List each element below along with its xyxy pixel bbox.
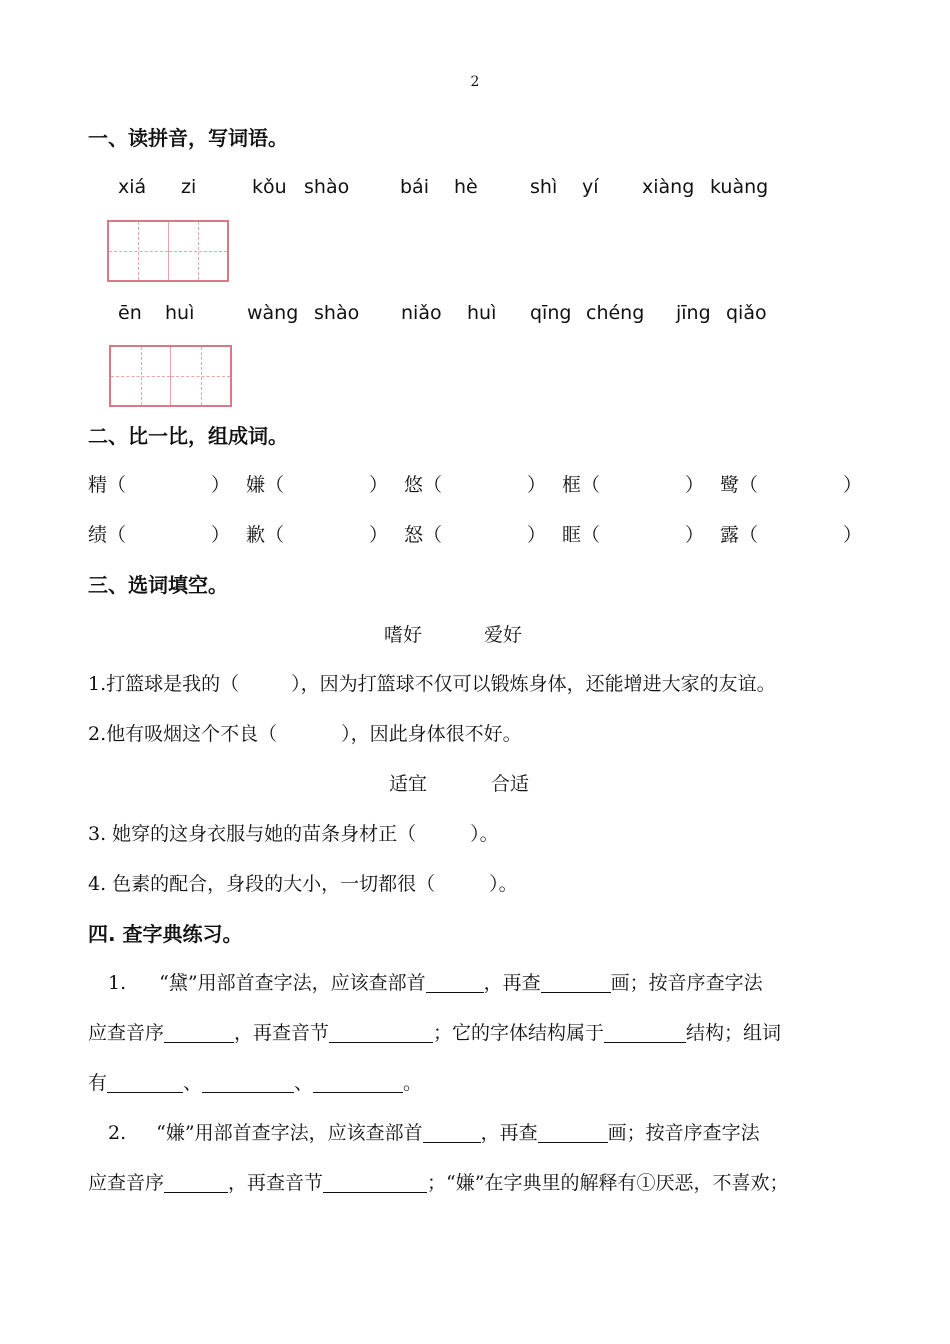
word-choice: 合适 [491, 773, 530, 795]
fill-blank[interactable] [107, 1072, 183, 1093]
item-text: 。 [403, 1072, 423, 1094]
fill-blank[interactable] [202, 1072, 294, 1093]
char-paren-close: ） [843, 474, 863, 496]
item-text: 、 [183, 1072, 203, 1094]
char-paren-open: 精（ [88, 474, 127, 496]
item-text: ，再查音节 [234, 1022, 330, 1044]
question-text: ），因为打篮球不仅可以锻炼身体，还能增进大家的友谊。 [291, 673, 776, 695]
pinyin: yí [582, 176, 599, 198]
section2-title: 二、比一比，组成词。 [88, 424, 288, 448]
pinyin: kǒu [252, 176, 287, 198]
pinyin: jīng [676, 302, 711, 324]
item-text: “黛”用部首查字法，应该查部首 [159, 972, 426, 994]
char-paren-open: 鹭（ [720, 474, 759, 496]
question-4 [88, 869, 518, 896]
item-text: 、 [294, 1072, 314, 1094]
fill-blank[interactable] [538, 1122, 608, 1143]
question-text: ）。 [470, 823, 499, 845]
item-text: 结构；组词 [686, 1022, 782, 1044]
word-choice: 爱好 [484, 624, 523, 646]
pinyin: huì [165, 302, 195, 324]
pinyin: qīng [530, 302, 572, 324]
fill-blank[interactable] [313, 1072, 403, 1093]
pinyin: xiá [118, 176, 147, 198]
grid-cell[interactable] [171, 347, 230, 405]
pinyin: kuàng [710, 176, 769, 198]
question-text: ）。 [489, 873, 518, 895]
dict-item-1-line-2 [88, 1018, 781, 1045]
section3-title: 三、选词填空。 [88, 573, 228, 597]
fill-blank[interactable] [164, 1172, 228, 1193]
page-number: 2 [470, 74, 480, 90]
char-paren-open: 怒（ [404, 524, 443, 546]
dict-item-1-line-1 [108, 968, 763, 995]
fill-blank[interactable] [329, 1022, 433, 1043]
question-text: 3. 她穿的这身衣服与她的苗条身材正（ [88, 823, 417, 845]
writing-grid[interactable] [107, 220, 229, 282]
item-text: 有 [88, 1072, 108, 1094]
dict-item-1-line-3 [88, 1068, 422, 1095]
char-paren-open: 绩（ [88, 524, 127, 546]
item-text: ，再查音节 [228, 1172, 324, 1194]
pinyin: shì [530, 176, 558, 198]
item-number: 2. [108, 1122, 127, 1144]
dict-item-2-line-2 [88, 1168, 788, 1195]
pinyin: xiàng [642, 176, 695, 198]
item-text: ；“嫌”在字典里的解释有①厌恶，不喜欢； [427, 1172, 789, 1194]
char-paren-close: ） [369, 474, 389, 496]
writing-grid[interactable] [109, 345, 232, 407]
fill-blank[interactable] [426, 972, 484, 993]
dict-item-2-line-1 [108, 1118, 760, 1145]
char-paren-open: 眶（ [562, 524, 601, 546]
pinyin: zi [181, 176, 197, 198]
char-paren-open: 歉（ [246, 524, 285, 546]
item-text: ，再查 [480, 1122, 538, 1144]
item-text: 画；按音序查字法 [607, 1122, 760, 1144]
fill-blank[interactable] [604, 1022, 686, 1043]
grid-cell[interactable] [109, 222, 169, 280]
pinyin: shào [304, 176, 350, 198]
question-2 [88, 719, 522, 746]
char-paren-open: 框（ [562, 474, 601, 496]
char-paren-close: ） [211, 524, 231, 546]
pinyin: qiǎo [726, 302, 767, 324]
pinyin: chéng [586, 302, 645, 324]
char-paren-close: ） [369, 524, 389, 546]
pinyin: hè [454, 176, 478, 198]
item-number: 1. [108, 972, 127, 994]
pinyin: wàng [247, 302, 299, 324]
char-paren-close: ） [685, 524, 705, 546]
question-text: 1.打篮球是我的（ [88, 673, 240, 695]
char-paren-open: 悠（ [404, 474, 443, 496]
item-text: 应查音序 [88, 1172, 165, 1194]
char-paren-close: ） [685, 474, 705, 496]
char-paren-open: 露（ [720, 524, 759, 546]
pinyin: ēn [118, 302, 142, 324]
question-1 [88, 669, 776, 696]
grid-cell[interactable] [169, 222, 228, 280]
word-choice: 嗜好 [384, 624, 423, 646]
grid-cell[interactable] [111, 347, 171, 405]
item-text: ，再查 [483, 972, 541, 994]
question-text: 4. 色素的配合，身段的大小，一切都很（ [88, 873, 436, 895]
question-text: ），因此身体很不好。 [341, 723, 522, 745]
char-paren-close: ） [211, 474, 231, 496]
char-paren-close: ） [527, 474, 547, 496]
fill-blank[interactable] [323, 1172, 427, 1193]
question-3 [88, 819, 499, 846]
section4-title: 四. 查字典练习。 [88, 922, 243, 946]
item-text: ；它的字体结构属于 [433, 1022, 605, 1044]
pinyin: niǎo [401, 302, 442, 324]
pinyin: huì [467, 302, 497, 324]
fill-blank[interactable] [541, 972, 611, 993]
char-paren-close: ） [527, 524, 547, 546]
char-paren-open: 嫌（ [246, 474, 285, 496]
fill-blank[interactable] [423, 1122, 481, 1143]
question-text: 2.他有吸烟这个不良（ [88, 723, 278, 745]
item-text: 应查音序 [88, 1022, 165, 1044]
pinyin: bái [400, 176, 429, 198]
word-choice: 适宜 [389, 773, 428, 795]
fill-blank[interactable] [164, 1022, 234, 1043]
section1-title: 一、读拼音，写词语。 [88, 126, 288, 150]
char-paren-close: ） [843, 524, 863, 546]
item-text: 画；按音序查字法 [610, 972, 763, 994]
pinyin: shào [314, 302, 360, 324]
item-text: “嫌”用部首查字法，应该查部首 [156, 1122, 423, 1144]
